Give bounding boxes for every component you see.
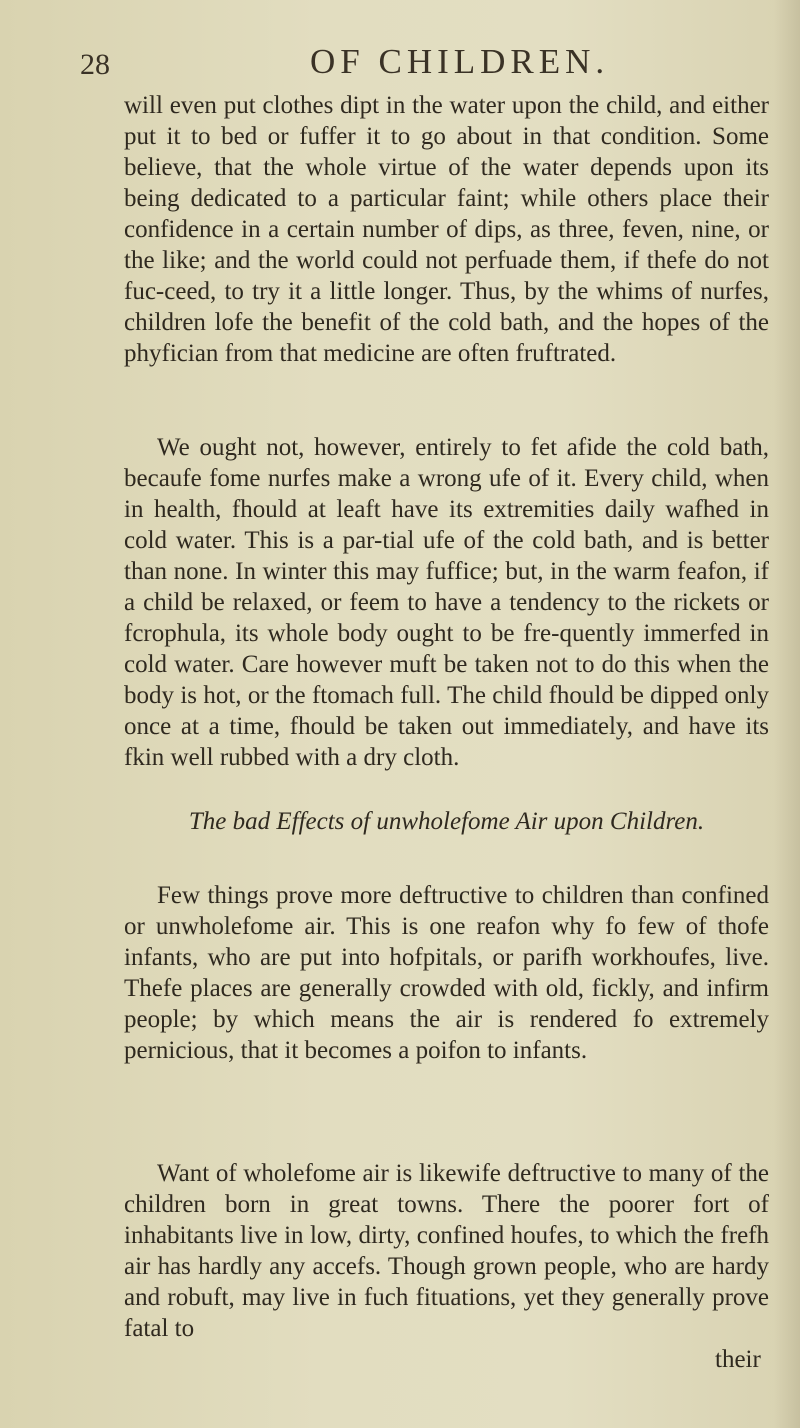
running-head: OF CHILDREN. bbox=[310, 42, 610, 81]
page-edge-shadow bbox=[774, 0, 800, 1428]
paragraph-3: Few things prove more deftructive to children than confined or unwholefome air. This is one reafon why fo few of thofe infants, who are put into hofpitals, or parifh workhoufes, live. Thefe places are generally crowded with old, fickly, and infirm people; by which means the air is rendered fo extremely pernicious, that it becomes a poifon to infants. bbox=[124, 882, 769, 1064]
paragraph-2: We ought not, however, entirely to fet afide the cold bath, becaufe fome nurfes make a wrong ufe of it. Every child, when in health, fhould at leaft have its extremities daily wafhed in cold water. This is a par-tial ufe of the cold bath, and is better than none. In winter this may fuffice; but, in the warm feafon, if a child be relaxed, or feem to have a tendency to the rickets or fcrophula, its whole body ought to be fre-quently immerfed in cold water. Care however muft be taken not to do this when the body is hot, or the ftomach full. The child fhould be dipped only once at a time, fhould be taken out immediately, and have its fkin well rubbed with a dry cloth. bbox=[124, 434, 769, 771]
section-heading: The bad Effects of unwholefome Air upon Children. bbox=[188, 808, 705, 835]
catchword: their bbox=[715, 1346, 761, 1373]
page-header bbox=[0, 20, 800, 80]
paragraph-4: Want of wholefome air is likewife deftructive to many of the children born in great towns. There the poorer fort of inhabitants live in low, dirty, confined houfes, to which the frefh air has hardly any accefs. Though grown people, who are hardy and robuft, may live in fuch fituations, yet they generally prove fatal to bbox=[124, 1160, 769, 1342]
paragraph-1: will even put clothes dipt in the water upon the child, and either put it to bed or fuffer it to go about in that condition. Some believe, that the whole virtue of the water depends upon its being dedicated to a particular faint; while others place their confidence in a certain number of dips, as three, feven, nine, or the like; and the world could not perfuade them, if thefe do not fuc-ceed, to try it a little longer. Thus, by the whims of nurfes, children lofe the benefit of the cold bath, and the hopes of the phyfician from that medicine are often fruftrated. bbox=[124, 92, 769, 367]
page-number: 28 bbox=[80, 48, 110, 81]
